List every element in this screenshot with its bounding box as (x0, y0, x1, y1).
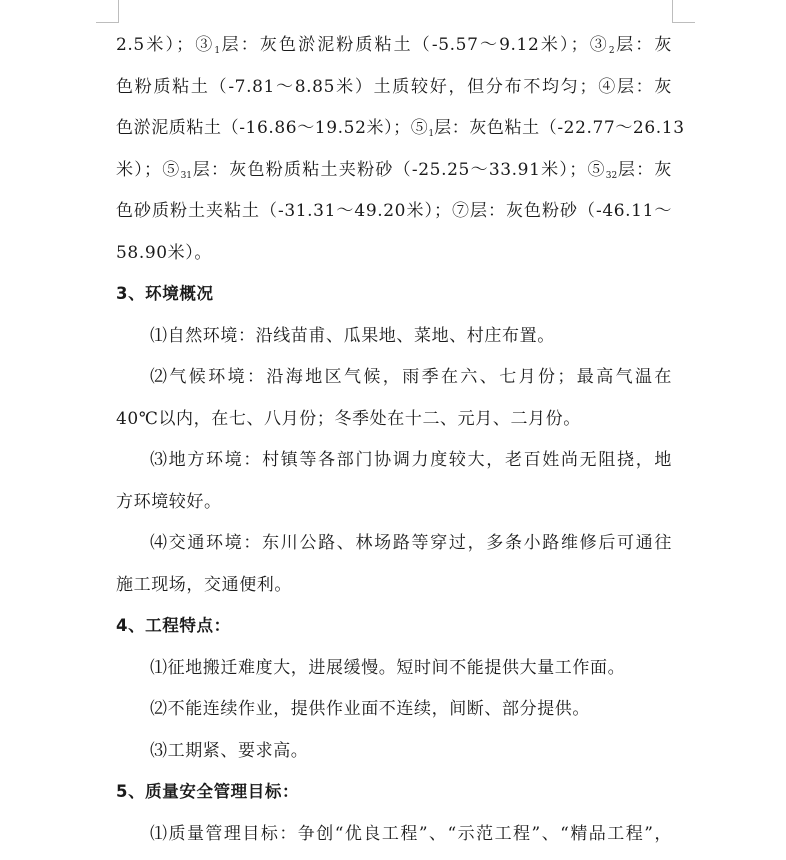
right-margin-corner-mark (672, 0, 695, 23)
geology-line-3: 色淤泥质粘土（-16.86～19.52米）；$⑤_1$层：灰色粘土（-22.77～26.13 (116, 113, 672, 155)
section-3-item-4-line-1: ⑷交通环境：东川公路、林场路等穿过，多条小路维修后可通往 (116, 528, 672, 570)
section-5-heading: 5、质量安全管理目标： (116, 777, 672, 819)
section-3-item-2-line-2: 40℃以内，在七、八月份；冬季处在十二、元月、二月份。 (116, 404, 672, 446)
section-3-item-2-line-1: ⑵气候环境：沿海地区气候，雨季在六、七月份；最高气温在 (116, 362, 672, 404)
document-body (116, 30, 672, 860)
geology-line-4: 米）；$⑤_{31}$层：灰色粉质粘土夹粉砂（-25.25～33.91米）；$⑤_{32}$层：灰 (116, 155, 672, 197)
section-4-item-3: ⑶工期紧、要求高。 (116, 736, 672, 778)
section-4-item-1: ⑴征地搬迁难度大，进展缓慢。短时间不能提供大量工作面。 (116, 653, 672, 695)
section-3-item-1: ⑴自然环境：沿线苗甫、瓜果地、菜地、村庄布置。 (116, 321, 672, 363)
geology-line-5: 色砂质粉土夹粘土（-31.31～49.20米）；⑦层：灰色粉砂（-46.11～ (116, 196, 672, 238)
section-4-item-2: ⑵不能连续作业，提供作业面不连续，间断、部分提供。 (116, 694, 672, 736)
section-3-item-3-line-1: ⑶地方环境：村镇等各部门协调力度较大，老百姓尚无阻挠，地 (116, 445, 672, 487)
section-3-item-3-line-2: 方环境较好。 (116, 487, 672, 529)
section-3-item-4-line-2: 施工现场，交通便利。 (116, 570, 672, 612)
left-margin-corner-mark (96, 0, 119, 23)
geology-line-2: 色粉质粘土（-7.81～8.85米）土质较好，但分布不均匀；④层：灰 (116, 72, 672, 114)
geology-line-1: 2.5米）；$③_1$层：灰色淤泥粉质粘土（-5.57～9.12米）；$③_2$层：灰 (116, 30, 672, 72)
section-5-item-1-line-1: ⑴质量管理目标：争创“优良工程”、“示范工程”、“精品工程”， (116, 819, 672, 860)
geology-line-6: 58.90米）。 (116, 238, 672, 280)
section-3-heading: 3、环境概况 (116, 279, 672, 321)
section-4-heading: 4、工程特点： (116, 611, 672, 653)
